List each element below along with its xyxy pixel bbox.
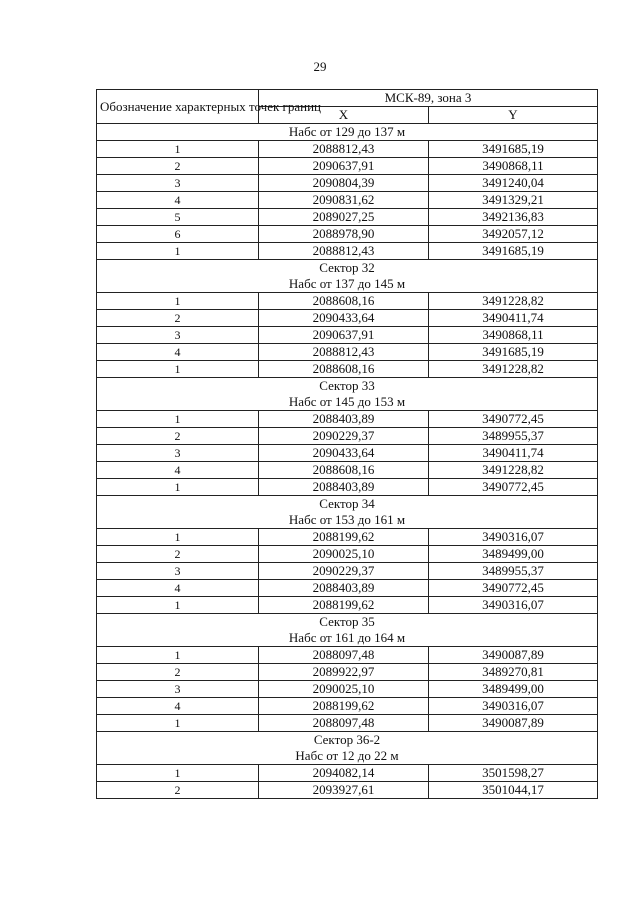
point-number: 3 bbox=[97, 327, 259, 344]
point-number: 3 bbox=[97, 445, 259, 462]
table-row bbox=[97, 243, 598, 260]
point-number: 2 bbox=[97, 158, 259, 175]
y-coordinate: 3489955,37 bbox=[429, 563, 598, 580]
section-header-row bbox=[97, 260, 598, 293]
section-header bbox=[97, 732, 598, 765]
y-coordinate: 3491329,21 bbox=[429, 192, 598, 209]
x-coordinate: 2088403,89 bbox=[259, 479, 429, 496]
section-header bbox=[97, 260, 598, 293]
point-number: 1 bbox=[97, 293, 259, 310]
x-coordinate: 2090025,10 bbox=[259, 681, 429, 698]
x-coordinate: 2090229,37 bbox=[259, 428, 429, 445]
header-row bbox=[97, 90, 598, 107]
table-row bbox=[97, 192, 598, 209]
section-header-row bbox=[97, 378, 598, 411]
y-coordinate: 3490772,45 bbox=[429, 411, 598, 428]
y-coordinate: 3491228,82 bbox=[429, 361, 598, 378]
height-range: Набс от 12 до 22 м bbox=[295, 748, 399, 763]
y-coordinate: 3490316,07 bbox=[429, 597, 598, 614]
table-row bbox=[97, 310, 598, 327]
point-number: 2 bbox=[97, 782, 259, 799]
x-coordinate: 2089027,25 bbox=[259, 209, 429, 226]
table-row bbox=[97, 428, 598, 445]
section-header bbox=[97, 614, 598, 647]
table-row bbox=[97, 175, 598, 192]
y-coordinate: 3490316,07 bbox=[429, 529, 598, 546]
x-coordinate: 2090433,64 bbox=[259, 445, 429, 462]
table-row bbox=[97, 327, 598, 344]
y-coordinate: 3491685,19 bbox=[429, 141, 598, 158]
y-coordinate: 3490772,45 bbox=[429, 479, 598, 496]
header-y: Y bbox=[429, 107, 598, 124]
point-number: 2 bbox=[97, 664, 259, 681]
header-x: X bbox=[259, 107, 429, 124]
section-header bbox=[97, 124, 598, 141]
x-coordinate: 2093927,61 bbox=[259, 782, 429, 799]
x-coordinate: 2088097,48 bbox=[259, 715, 429, 732]
y-coordinate: 3489270,81 bbox=[429, 664, 598, 681]
table-row bbox=[97, 580, 598, 597]
point-number: 4 bbox=[97, 462, 259, 479]
section-header-row bbox=[97, 124, 598, 141]
y-coordinate: 3489955,37 bbox=[429, 428, 598, 445]
x-coordinate: 2088199,62 bbox=[259, 529, 429, 546]
page-number: 29 bbox=[313, 59, 327, 74]
height-range: Набс от 161 до 164 м bbox=[288, 630, 406, 645]
point-number: 4 bbox=[97, 344, 259, 361]
table-row bbox=[97, 597, 598, 614]
point-number: 3 bbox=[97, 175, 259, 192]
table-row bbox=[97, 529, 598, 546]
table-row bbox=[97, 411, 598, 428]
x-coordinate: 2090637,91 bbox=[259, 327, 429, 344]
header-point-label: Обозначение характерных точек границ bbox=[97, 90, 259, 124]
x-coordinate: 2090637,91 bbox=[259, 158, 429, 175]
y-coordinate: 3491685,19 bbox=[429, 243, 598, 260]
height-range: Набс от 145 до 153 м bbox=[288, 394, 406, 409]
section-header-row bbox=[97, 496, 598, 529]
x-coordinate: 2088199,62 bbox=[259, 698, 429, 715]
table-row bbox=[97, 141, 598, 158]
y-coordinate: 3491685,19 bbox=[429, 344, 598, 361]
x-coordinate: 2088608,16 bbox=[259, 293, 429, 310]
point-number: 1 bbox=[97, 597, 259, 614]
x-coordinate: 2088608,16 bbox=[259, 361, 429, 378]
sector-title: Сектор 36-2 bbox=[313, 732, 381, 747]
y-coordinate: 3490087,89 bbox=[429, 715, 598, 732]
header-coordinate-system: МСК-89, зона 3 bbox=[259, 90, 598, 107]
table-row bbox=[97, 462, 598, 479]
coordinates-table-body bbox=[97, 90, 598, 799]
point-number: 5 bbox=[97, 209, 259, 226]
x-coordinate: 2090433,64 bbox=[259, 310, 429, 327]
sector-title: Сектор 32 bbox=[319, 260, 375, 275]
table-row bbox=[97, 647, 598, 664]
point-number: 2 bbox=[97, 428, 259, 445]
height-range: Набс от 153 до 161 м bbox=[288, 512, 406, 527]
table-row bbox=[97, 782, 598, 799]
point-number: 1 bbox=[97, 411, 259, 428]
point-number: 4 bbox=[97, 192, 259, 209]
table-row bbox=[97, 293, 598, 310]
sector-title: Сектор 34 bbox=[319, 496, 375, 511]
x-coordinate: 2094082,14 bbox=[259, 765, 429, 782]
height-range: Набс от 137 до 145 м bbox=[288, 276, 406, 291]
point-number: 1 bbox=[97, 715, 259, 732]
x-coordinate: 2088812,43 bbox=[259, 141, 429, 158]
y-coordinate: 3491240,04 bbox=[429, 175, 598, 192]
x-coordinate: 2088812,43 bbox=[259, 243, 429, 260]
table-row bbox=[97, 209, 598, 226]
y-coordinate: 3492136,83 bbox=[429, 209, 598, 226]
x-coordinate: 2088199,62 bbox=[259, 597, 429, 614]
x-coordinate: 2088812,43 bbox=[259, 344, 429, 361]
table-row bbox=[97, 563, 598, 580]
x-coordinate: 2088403,89 bbox=[259, 580, 429, 597]
point-number: 2 bbox=[97, 546, 259, 563]
section-header bbox=[97, 496, 598, 529]
table-row bbox=[97, 664, 598, 681]
point-number: 1 bbox=[97, 765, 259, 782]
sector-title: Сектор 33 bbox=[319, 378, 375, 393]
point-number: 1 bbox=[97, 529, 259, 546]
point-number: 1 bbox=[97, 243, 259, 260]
table-row bbox=[97, 765, 598, 782]
point-number: 3 bbox=[97, 681, 259, 698]
table-row bbox=[97, 344, 598, 361]
y-coordinate: 3492057,12 bbox=[429, 226, 598, 243]
coordinates-table bbox=[96, 89, 598, 799]
x-coordinate: 2088978,90 bbox=[259, 226, 429, 243]
point-number: 1 bbox=[97, 479, 259, 496]
table-row bbox=[97, 479, 598, 496]
height-range: Набс от 129 до 137 м bbox=[288, 124, 406, 139]
y-coordinate: 3490411,74 bbox=[429, 310, 598, 327]
y-coordinate: 3491228,82 bbox=[429, 293, 598, 310]
x-coordinate: 2090831,62 bbox=[259, 192, 429, 209]
section-header-row bbox=[97, 732, 598, 765]
table-row bbox=[97, 715, 598, 732]
table-row bbox=[97, 698, 598, 715]
point-number: 4 bbox=[97, 698, 259, 715]
point-number: 6 bbox=[97, 226, 259, 243]
x-coordinate: 2088608,16 bbox=[259, 462, 429, 479]
x-coordinate: 2090229,37 bbox=[259, 563, 429, 580]
y-coordinate: 3490868,11 bbox=[429, 158, 598, 175]
table-row bbox=[97, 361, 598, 378]
point-number: 1 bbox=[97, 647, 259, 664]
y-coordinate: 3490087,89 bbox=[429, 647, 598, 664]
y-coordinate: 3490316,07 bbox=[429, 698, 598, 715]
point-number: 1 bbox=[97, 361, 259, 378]
y-coordinate: 3489499,00 bbox=[429, 681, 598, 698]
y-coordinate: 3501044,17 bbox=[429, 782, 598, 799]
y-coordinate: 3490772,45 bbox=[429, 580, 598, 597]
section-header-row bbox=[97, 614, 598, 647]
y-coordinate: 3489499,00 bbox=[429, 546, 598, 563]
x-coordinate: 2089922,97 bbox=[259, 664, 429, 681]
point-number: 2 bbox=[97, 310, 259, 327]
table-row bbox=[97, 158, 598, 175]
x-coordinate: 2090804,39 bbox=[259, 175, 429, 192]
point-number: 1 bbox=[97, 141, 259, 158]
point-number: 4 bbox=[97, 580, 259, 597]
y-coordinate: 3501598,27 bbox=[429, 765, 598, 782]
y-coordinate: 3490411,74 bbox=[429, 445, 598, 462]
x-coordinate: 2088097,48 bbox=[259, 647, 429, 664]
y-coordinate: 3490868,11 bbox=[429, 327, 598, 344]
section-header bbox=[97, 378, 598, 411]
x-coordinate: 2088403,89 bbox=[259, 411, 429, 428]
table-row bbox=[97, 445, 598, 462]
x-coordinate: 2090025,10 bbox=[259, 546, 429, 563]
point-number: 3 bbox=[97, 563, 259, 580]
table-row bbox=[97, 546, 598, 563]
table-row bbox=[97, 226, 598, 243]
table-row bbox=[97, 681, 598, 698]
sector-title: Сектор 35 bbox=[319, 614, 375, 629]
y-coordinate: 3491228,82 bbox=[429, 462, 598, 479]
